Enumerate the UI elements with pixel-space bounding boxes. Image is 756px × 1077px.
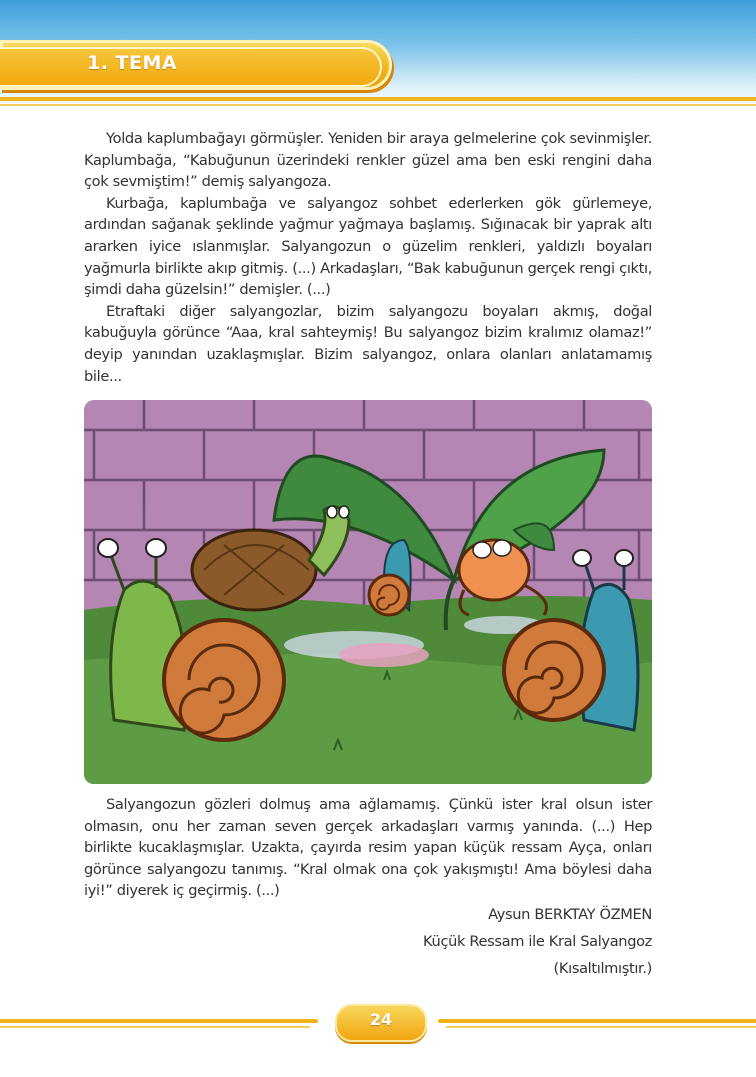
story-illustration [84,400,652,784]
theme-tab-inner [0,47,382,87]
page-number: 24 [369,1010,393,1029]
story-paragraph: Kurbağa, kaplumbağa ve salyangoz sohbet ederlerken gök gürlemeye, ardından sağanak şeklinde yağmur yağmaya başlamış. Sığınacak bir yaprak altı ararken iyice ıslanmışlar. Salyangozun o güzelim renkleri, yaldızlı boyaları yağmurla birlikte akıp gitmiş. (...) Arkadaşları, “Bak kabuğunun gerçek rengi çıktı, şimdi daha güzelsin!” demişler. (...) [84,194,652,299]
footer-rule-left-thin [0,1026,310,1028]
header-rule [0,97,756,101]
story-paragraph: Etraftaki diğer salyangozlar, bizim salyangozu boyaları akmış, doğal kabuğuyla görünce “Aaa, kral sahteymiş! Bu salyangoz bizim kralımız olamaz!” deyip yanından uzaklaşmışlar. Bizim salyangoz, onlara olanları anlatamamış bile... [84,302,652,385]
footer-rule-right-thin [446,1026,756,1028]
story-text-bottom [84,794,652,902]
source-title: Küçük Ressam ile Kral Salyangoz [423,933,652,950]
author-name: Aysun BERKTAY ÖZMEN [488,906,652,923]
abridged-note: (Kısaltılmıştır.) [553,960,652,977]
story-text-top [84,128,652,387]
story-paragraph: Salyangozun gözleri dolmuş ama ağlamamış. Çünkü ister kral olsun ister olmasın, onu her zaman seven gerçek arkadaşları varmış yanında. (...) Hep birlikte kucaklaşmışlar. Uzakta, çayırda resim yapan küçük ressam Ayça, onları görünce salyangozu tanımış. “Kral olmak ona çok yakışmıştı! Ama böylesi daha iyi!” diyerek iç geçirmiş. (...) [84,796,652,900]
footer-rule-right [438,1019,756,1023]
footer-rule-left [0,1019,318,1023]
theme-title: 1. TEMA [87,52,178,74]
story-paragraph: Yolda kaplumbağayı görmüşler. Yeniden bir araya gelmelerine çok sevinmişler. Kaplumbağa, “Kabuğunun üzerindeki renkler güzel ama ben eski rengini daha çok sevmiştim!” demiş salyangoza. [84,130,652,191]
header-rule-thin [0,104,756,106]
